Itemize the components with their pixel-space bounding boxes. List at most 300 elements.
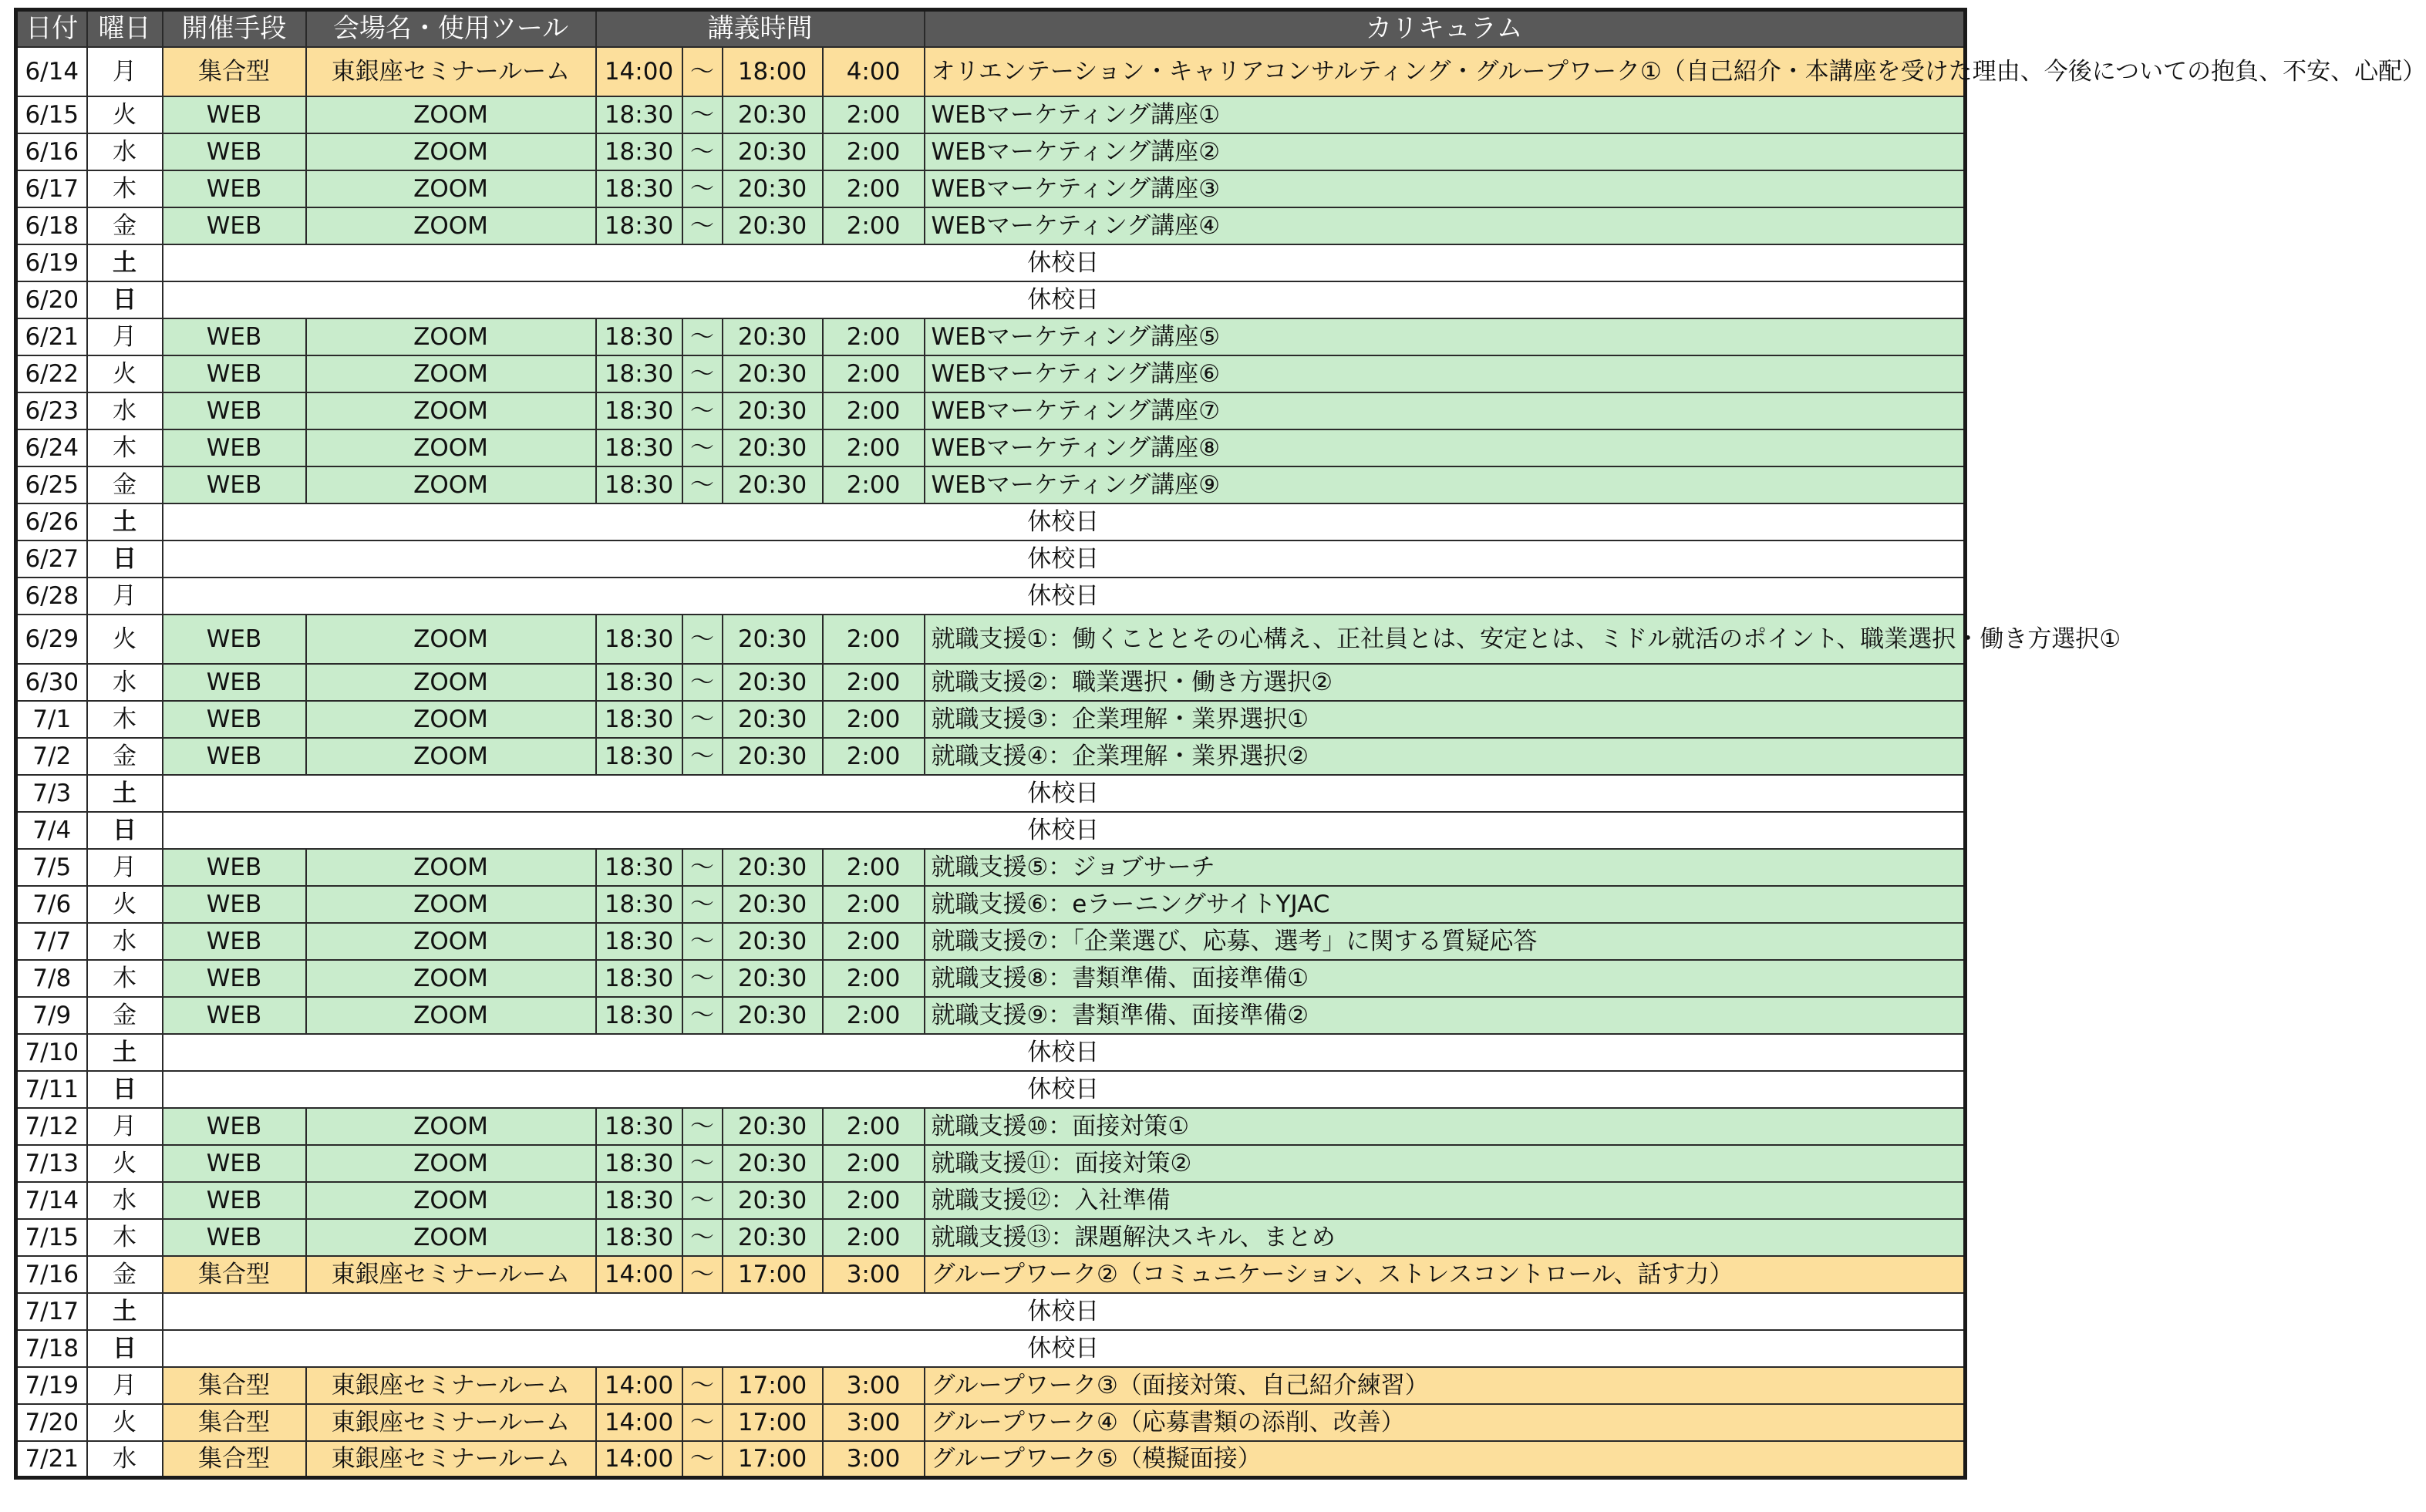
duration-cell: 2:00 xyxy=(823,664,925,701)
curriculum-cell: 就職支援③：企業理解・業界選択① xyxy=(925,701,1966,738)
end-time-cell: 20:30 xyxy=(723,849,823,886)
table-row xyxy=(16,355,1966,392)
table-row xyxy=(16,207,1966,244)
table-row xyxy=(16,170,1966,207)
mode-cell: 集合型 xyxy=(163,1367,306,1404)
curriculum-cell: WEBマーケティング講座① xyxy=(925,96,1966,133)
curriculum-cell: 就職支援⑫：入社準備 xyxy=(925,1182,1966,1219)
start-time-cell: 18:30 xyxy=(596,392,682,429)
date-cell: 6/19 xyxy=(16,244,87,281)
mode-cell: WEB xyxy=(163,1108,306,1145)
time-separator: ～ xyxy=(682,1367,723,1404)
table-row xyxy=(16,1256,1966,1293)
duration-cell: 2:00 xyxy=(823,170,925,207)
start-time-cell: 18:30 xyxy=(596,886,682,923)
time-separator: ～ xyxy=(682,207,723,244)
mode-cell: WEB xyxy=(163,355,306,392)
table-row xyxy=(16,244,1966,281)
date-cell: 7/8 xyxy=(16,960,87,997)
end-time-cell: 20:30 xyxy=(723,923,823,960)
weekday-cell: 火 xyxy=(87,96,163,133)
venue-cell: ZOOM xyxy=(306,997,596,1034)
date-cell: 6/27 xyxy=(16,540,87,578)
mode-cell: WEB xyxy=(163,1219,306,1256)
venue-cell: ZOOM xyxy=(306,429,596,466)
venue-cell: ZOOM xyxy=(306,738,596,775)
table-row xyxy=(16,1441,1966,1478)
mode-cell: WEB xyxy=(163,207,306,244)
table-row xyxy=(16,738,1966,775)
duration-cell: 3:00 xyxy=(823,1404,925,1441)
start-time-cell: 14:00 xyxy=(596,47,682,96)
curriculum-cell: WEBマーケティング講座⑦ xyxy=(925,392,1966,429)
date-cell: 7/14 xyxy=(16,1182,87,1219)
time-separator: ～ xyxy=(682,429,723,466)
header-venue: 会場名・使用ツール xyxy=(306,10,596,47)
end-time-cell: 20:30 xyxy=(723,429,823,466)
venue-cell: ZOOM xyxy=(306,392,596,429)
venue-cell: ZOOM xyxy=(306,1108,596,1145)
start-time-cell: 18:30 xyxy=(596,96,682,133)
time-separator: ～ xyxy=(682,96,723,133)
table-row xyxy=(16,960,1966,997)
date-cell: 6/14 xyxy=(16,47,87,96)
venue-cell: ZOOM xyxy=(306,923,596,960)
end-time-cell: 17:00 xyxy=(723,1441,823,1478)
weekday-cell: 木 xyxy=(87,1219,163,1256)
time-separator: ～ xyxy=(682,1219,723,1256)
start-time-cell: 14:00 xyxy=(596,1404,682,1441)
end-time-cell: 20:30 xyxy=(723,615,823,664)
date-cell: 7/15 xyxy=(16,1219,87,1256)
mode-cell: WEB xyxy=(163,1145,306,1182)
table-row xyxy=(16,1108,1966,1145)
venue-cell: ZOOM xyxy=(306,664,596,701)
weekday-cell: 金 xyxy=(87,1256,163,1293)
time-separator: ～ xyxy=(682,355,723,392)
weekday-cell: 水 xyxy=(87,664,163,701)
date-cell: 6/29 xyxy=(16,615,87,664)
duration-cell: 4:00 xyxy=(823,47,925,96)
curriculum-cell: 就職支援⑩：面接対策① xyxy=(925,1108,1966,1145)
start-time-cell: 18:30 xyxy=(596,615,682,664)
curriculum-cell: WEBマーケティング講座② xyxy=(925,133,1966,170)
weekday-cell: 火 xyxy=(87,1404,163,1441)
curriculum-cell: 就職支援⑥：eラーニングサイトYJAC xyxy=(925,886,1966,923)
header-curriculum: カリキュラム xyxy=(925,10,1966,47)
duration-cell: 3:00 xyxy=(823,1441,925,1478)
weekday-cell: 火 xyxy=(87,1145,163,1182)
venue-cell: ZOOM xyxy=(306,355,596,392)
duration-cell: 2:00 xyxy=(823,1182,925,1219)
end-time-cell: 20:30 xyxy=(723,997,823,1034)
mode-cell: WEB xyxy=(163,923,306,960)
table-row xyxy=(16,1182,1966,1219)
mode-cell: WEB xyxy=(163,1182,306,1219)
end-time-cell: 20:30 xyxy=(723,392,823,429)
end-time-cell: 18:00 xyxy=(723,47,823,96)
time-separator: ～ xyxy=(682,923,723,960)
duration-cell: 2:00 xyxy=(823,429,925,466)
date-cell: 6/20 xyxy=(16,281,87,318)
weekday-cell: 木 xyxy=(87,170,163,207)
date-cell: 7/11 xyxy=(16,1071,87,1108)
weekday-cell: 土 xyxy=(87,775,163,812)
start-time-cell: 18:30 xyxy=(596,849,682,886)
date-cell: 7/17 xyxy=(16,1293,87,1330)
table-row xyxy=(16,615,1966,664)
time-separator: ～ xyxy=(682,466,723,503)
mode-cell: WEB xyxy=(163,392,306,429)
date-cell: 6/18 xyxy=(16,207,87,244)
time-separator: ～ xyxy=(682,738,723,775)
end-time-cell: 20:30 xyxy=(723,318,823,355)
duration-cell: 2:00 xyxy=(823,1145,925,1182)
mode-cell: WEB xyxy=(163,701,306,738)
holiday-cell: 休校日 xyxy=(163,1330,1966,1367)
end-time-cell: 20:30 xyxy=(723,1219,823,1256)
duration-cell: 2:00 xyxy=(823,355,925,392)
table-row xyxy=(16,281,1966,318)
curriculum-cell: オリエンテーション・キャリアコンサルティング・グループワーク①（自己紹介・本講座を受けた理由、今後についての抱負、不安、心配） xyxy=(925,47,1966,96)
curriculum-cell: 就職支援⑨：書類準備、面接準備② xyxy=(925,997,1966,1034)
mode-cell: WEB xyxy=(163,429,306,466)
end-time-cell: 20:30 xyxy=(723,170,823,207)
weekday-cell: 金 xyxy=(87,466,163,503)
table-row xyxy=(16,1293,1966,1330)
start-time-cell: 18:30 xyxy=(596,701,682,738)
table-row xyxy=(16,1367,1966,1404)
duration-cell: 3:00 xyxy=(823,1367,925,1404)
end-time-cell: 20:30 xyxy=(723,133,823,170)
venue-cell: ZOOM xyxy=(306,960,596,997)
holiday-cell: 休校日 xyxy=(163,1293,1966,1330)
duration-cell: 2:00 xyxy=(823,615,925,664)
duration-cell: 2:00 xyxy=(823,997,925,1034)
table-row xyxy=(16,578,1966,615)
weekday-cell: 土 xyxy=(87,503,163,540)
start-time-cell: 18:30 xyxy=(596,466,682,503)
time-separator: ～ xyxy=(682,997,723,1034)
end-time-cell: 17:00 xyxy=(723,1256,823,1293)
curriculum-cell: WEBマーケティング講座⑤ xyxy=(925,318,1966,355)
date-cell: 7/9 xyxy=(16,997,87,1034)
end-time-cell: 20:30 xyxy=(723,355,823,392)
curriculum-cell: WEBマーケティング講座⑧ xyxy=(925,429,1966,466)
venue-cell: ZOOM xyxy=(306,1145,596,1182)
end-time-cell: 20:30 xyxy=(723,701,823,738)
end-time-cell: 20:30 xyxy=(723,886,823,923)
weekday-cell: 水 xyxy=(87,133,163,170)
duration-cell: 2:00 xyxy=(823,1108,925,1145)
weekday-cell: 火 xyxy=(87,615,163,664)
table-row xyxy=(16,886,1966,923)
date-cell: 7/13 xyxy=(16,1145,87,1182)
duration-cell: 2:00 xyxy=(823,886,925,923)
mode-cell: WEB xyxy=(163,318,306,355)
curriculum-cell: グループワーク③（面接対策、自己紹介練習） xyxy=(925,1367,1966,1404)
end-time-cell: 17:00 xyxy=(723,1367,823,1404)
start-time-cell: 18:30 xyxy=(596,170,682,207)
table-row xyxy=(16,812,1966,849)
start-time-cell: 18:30 xyxy=(596,997,682,1034)
table-row xyxy=(16,133,1966,170)
date-cell: 7/2 xyxy=(16,738,87,775)
table-row xyxy=(16,503,1966,540)
table-row xyxy=(16,96,1966,133)
start-time-cell: 18:30 xyxy=(596,133,682,170)
time-separator: ～ xyxy=(682,849,723,886)
weekday-cell: 金 xyxy=(87,997,163,1034)
weekday-cell: 月 xyxy=(87,578,163,615)
venue-cell: 東銀座セミナールーム xyxy=(306,1256,596,1293)
header-mode: 開催手段 xyxy=(163,10,306,47)
date-cell: 7/6 xyxy=(16,886,87,923)
curriculum-cell: WEBマーケティング講座⑥ xyxy=(925,355,1966,392)
start-time-cell: 18:30 xyxy=(596,207,682,244)
weekday-cell: 土 xyxy=(87,1034,163,1071)
date-cell: 6/24 xyxy=(16,429,87,466)
weekday-cell: 日 xyxy=(87,281,163,318)
weekday-cell: 金 xyxy=(87,207,163,244)
duration-cell: 2:00 xyxy=(823,318,925,355)
date-cell: 7/21 xyxy=(16,1441,87,1478)
date-cell: 6/17 xyxy=(16,170,87,207)
mode-cell: WEB xyxy=(163,997,306,1034)
start-time-cell: 18:30 xyxy=(596,1219,682,1256)
table-row xyxy=(16,318,1966,355)
mode-cell: WEB xyxy=(163,170,306,207)
weekday-cell: 火 xyxy=(87,886,163,923)
date-cell: 6/26 xyxy=(16,503,87,540)
table-row xyxy=(16,775,1966,812)
end-time-cell: 20:30 xyxy=(723,1145,823,1182)
venue-cell: 東銀座セミナールーム xyxy=(306,1441,596,1478)
table-row xyxy=(16,1330,1966,1367)
holiday-cell: 休校日 xyxy=(163,281,1966,318)
end-time-cell: 20:30 xyxy=(723,738,823,775)
start-time-cell: 18:30 xyxy=(596,1182,682,1219)
venue-cell: ZOOM xyxy=(306,318,596,355)
start-time-cell: 18:30 xyxy=(596,318,682,355)
venue-cell: ZOOM xyxy=(306,96,596,133)
table-row xyxy=(16,429,1966,466)
time-separator: ～ xyxy=(682,886,723,923)
date-cell: 6/21 xyxy=(16,318,87,355)
curriculum-cell: WEBマーケティング講座④ xyxy=(925,207,1966,244)
holiday-cell: 休校日 xyxy=(163,540,1966,578)
table-row xyxy=(16,1034,1966,1071)
curriculum-cell: 就職支援①：働くこととその心構え、正社員とは、安定とは、ミドル就活のポイント、職業選択・働き方選択① xyxy=(925,615,1966,664)
mode-cell: WEB xyxy=(163,133,306,170)
header-date: 日付 xyxy=(16,10,87,47)
venue-cell: ZOOM xyxy=(306,849,596,886)
schedule-table xyxy=(14,8,2426,1480)
table-row xyxy=(16,664,1966,701)
date-cell: 6/30 xyxy=(16,664,87,701)
end-time-cell: 17:00 xyxy=(723,1404,823,1441)
duration-cell: 2:00 xyxy=(823,701,925,738)
time-separator: ～ xyxy=(682,1108,723,1145)
weekday-cell: 月 xyxy=(87,1367,163,1404)
holiday-cell: 休校日 xyxy=(163,503,1966,540)
curriculum-cell: 就職支援⑤：ジョブサーチ xyxy=(925,849,1966,886)
holiday-cell: 休校日 xyxy=(163,812,1966,849)
end-time-cell: 20:30 xyxy=(723,664,823,701)
curriculum-cell: グループワーク⑤（模擬面接） xyxy=(925,1441,1966,1478)
table-row xyxy=(16,47,1966,96)
venue-cell: ZOOM xyxy=(306,1219,596,1256)
holiday-cell: 休校日 xyxy=(163,775,1966,812)
duration-cell: 2:00 xyxy=(823,923,925,960)
weekday-cell: 土 xyxy=(87,1293,163,1330)
mode-cell: WEB xyxy=(163,96,306,133)
weekday-cell: 月 xyxy=(87,849,163,886)
end-time-cell: 20:30 xyxy=(723,960,823,997)
date-cell: 7/5 xyxy=(16,849,87,886)
duration-cell: 2:00 xyxy=(823,960,925,997)
date-cell: 6/23 xyxy=(16,392,87,429)
holiday-cell: 休校日 xyxy=(163,1071,1966,1108)
mode-cell: 集合型 xyxy=(163,47,306,96)
weekday-cell: 月 xyxy=(87,47,163,96)
weekday-cell: 月 xyxy=(87,318,163,355)
mode-cell: 集合型 xyxy=(163,1256,306,1293)
venue-cell: 東銀座セミナールーム xyxy=(306,47,596,96)
time-separator: ～ xyxy=(682,318,723,355)
mode-cell: 集合型 xyxy=(163,1404,306,1441)
mode-cell: WEB xyxy=(163,615,306,664)
mode-cell: WEB xyxy=(163,886,306,923)
time-separator: ～ xyxy=(682,170,723,207)
weekday-cell: 日 xyxy=(87,812,163,849)
weekday-cell: 水 xyxy=(87,1182,163,1219)
time-separator: ～ xyxy=(682,701,723,738)
curriculum-cell: 就職支援⑬：課題解決スキル、まとめ xyxy=(925,1219,1966,1256)
time-separator: ～ xyxy=(682,1404,723,1441)
date-cell: 7/4 xyxy=(16,812,87,849)
start-time-cell: 14:00 xyxy=(596,1441,682,1478)
mode-cell: WEB xyxy=(163,466,306,503)
duration-cell: 2:00 xyxy=(823,96,925,133)
curriculum-cell: 就職支援⑪：面接対策② xyxy=(925,1145,1966,1182)
venue-cell: ZOOM xyxy=(306,701,596,738)
date-cell: 6/22 xyxy=(16,355,87,392)
date-cell: 6/16 xyxy=(16,133,87,170)
table-row xyxy=(16,1404,1966,1441)
venue-cell: ZOOM xyxy=(306,133,596,170)
start-time-cell: 18:30 xyxy=(596,738,682,775)
time-separator: ～ xyxy=(682,133,723,170)
date-cell: 7/18 xyxy=(16,1330,87,1367)
table-body xyxy=(16,47,2426,1478)
start-time-cell: 18:30 xyxy=(596,1108,682,1145)
holiday-cell: 休校日 xyxy=(163,578,1966,615)
date-cell: 7/19 xyxy=(16,1367,87,1404)
curriculum-cell: 就職支援④：企業理解・業界選択② xyxy=(925,738,1966,775)
curriculum-cell: WEBマーケティング講座⑨ xyxy=(925,466,1966,503)
start-time-cell: 18:30 xyxy=(596,355,682,392)
weekday-cell: 水 xyxy=(87,923,163,960)
weekday-cell: 水 xyxy=(87,1441,163,1478)
table-row xyxy=(16,997,1966,1034)
time-separator: ～ xyxy=(682,1441,723,1478)
weekday-cell: 日 xyxy=(87,1330,163,1367)
date-cell: 7/10 xyxy=(16,1034,87,1071)
mode-cell: 集合型 xyxy=(163,1441,306,1478)
start-time-cell: 14:00 xyxy=(596,1256,682,1293)
start-time-cell: 18:30 xyxy=(596,429,682,466)
table-row xyxy=(16,466,1966,503)
mode-cell: WEB xyxy=(163,664,306,701)
weekday-cell: 水 xyxy=(87,392,163,429)
venue-cell: ZOOM xyxy=(306,1182,596,1219)
mode-cell: WEB xyxy=(163,738,306,775)
holiday-cell: 休校日 xyxy=(163,244,1966,281)
duration-cell: 2:00 xyxy=(823,392,925,429)
end-time-cell: 20:30 xyxy=(723,1108,823,1145)
table-row xyxy=(16,392,1966,429)
time-separator: ～ xyxy=(682,1145,723,1182)
time-separator: ～ xyxy=(682,1182,723,1219)
table-row xyxy=(16,540,1966,578)
date-cell: 7/1 xyxy=(16,701,87,738)
weekday-cell: 火 xyxy=(87,355,163,392)
weekday-cell: 木 xyxy=(87,701,163,738)
date-cell: 6/15 xyxy=(16,96,87,133)
table-row xyxy=(16,1219,1966,1256)
time-separator: ～ xyxy=(682,960,723,997)
weekday-cell: 木 xyxy=(87,960,163,997)
table-row xyxy=(16,701,1966,738)
date-cell: 7/16 xyxy=(16,1256,87,1293)
duration-cell: 3:00 xyxy=(823,1256,925,1293)
weekday-cell: 土 xyxy=(87,244,163,281)
weekday-cell: 日 xyxy=(87,540,163,578)
duration-cell: 2:00 xyxy=(823,466,925,503)
end-time-cell: 20:30 xyxy=(723,207,823,244)
time-separator: ～ xyxy=(682,47,723,96)
date-cell: 6/28 xyxy=(16,578,87,615)
date-cell: 7/20 xyxy=(16,1404,87,1441)
mode-cell: WEB xyxy=(163,960,306,997)
weekday-cell: 日 xyxy=(87,1071,163,1108)
table-row xyxy=(16,1071,1966,1108)
duration-cell: 2:00 xyxy=(823,207,925,244)
curriculum-cell: 就職支援⑦：「企業選び、応募、選考」に関する質疑応答 xyxy=(925,923,1966,960)
start-time-cell: 14:00 xyxy=(596,1367,682,1404)
start-time-cell: 18:30 xyxy=(596,960,682,997)
venue-cell: 東銀座セミナールーム xyxy=(306,1367,596,1404)
venue-cell: ZOOM xyxy=(306,466,596,503)
venue-cell: ZOOM xyxy=(306,170,596,207)
curriculum-cell: グループワーク②（コミュニケーション、ストレスコントロール、話す力） xyxy=(925,1256,1966,1293)
weekday-cell: 月 xyxy=(87,1108,163,1145)
curriculum-cell: 就職支援②：職業選択・働き方選択② xyxy=(925,664,1966,701)
venue-cell: ZOOM xyxy=(306,207,596,244)
venue-cell: 東銀座セミナールーム xyxy=(306,1404,596,1441)
table-row xyxy=(16,1145,1966,1182)
weekday-cell: 金 xyxy=(87,738,163,775)
time-separator: ～ xyxy=(682,664,723,701)
start-time-cell: 18:30 xyxy=(596,664,682,701)
date-cell: 6/25 xyxy=(16,466,87,503)
duration-cell: 2:00 xyxy=(823,738,925,775)
duration-cell: 2:00 xyxy=(823,1219,925,1256)
table-header xyxy=(16,10,1966,47)
date-cell: 7/3 xyxy=(16,775,87,812)
start-time-cell: 18:30 xyxy=(596,923,682,960)
